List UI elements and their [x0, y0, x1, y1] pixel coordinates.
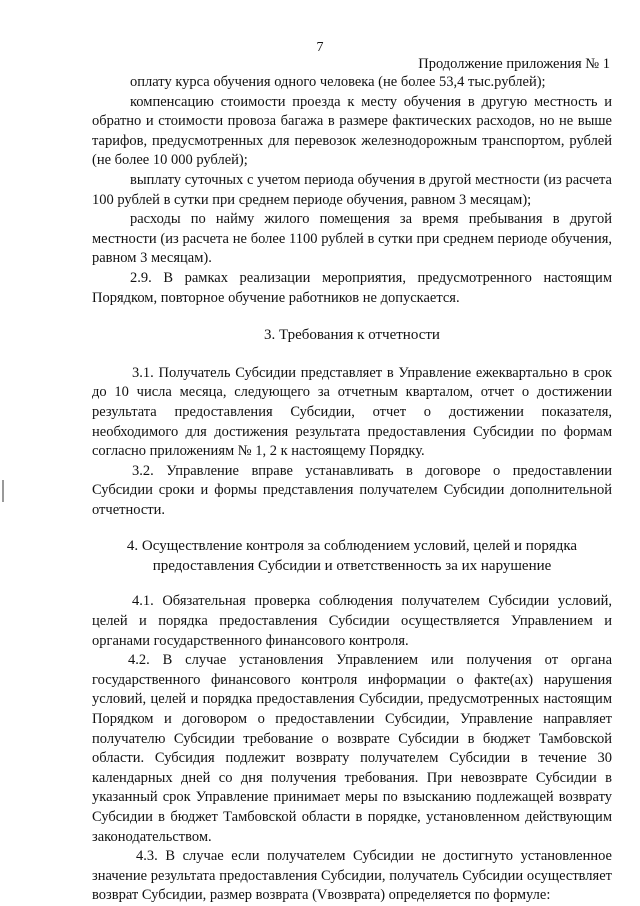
list-item: расходы по найму жилого помещения за время пребывания в другой местности (из расчета не более 1100 рублей в сутки при среднем периоде обучения, равном 3 месяцам). [92, 211, 612, 267]
page-number: 7 [316, 40, 324, 55]
paragraph: 2.9. В рамках реализации мероприятия, предусмотренного настоящим Порядком, повторное обучение работников не допускается. [92, 269, 612, 306]
section-heading: 3. Требования к отчетности [264, 327, 440, 344]
paragraph: 4.1. Обязательная проверка соблюдения получателем Субсидии условий, целей и порядка предоставления Субсидии осуществляется Управлением и органами государственного финансового контроля. [92, 593, 612, 649]
paragraph: 3.2. Управление вправе устанавливать в договоре о предоставлении Субсидии сроки и формы представления получателем Субсидии дополнительной отчетности. [92, 462, 612, 518]
section-heading: 4. Осуществление контроля за соблюдением условий, целей и порядка предоставления Субсидии и ответственность за их нарушение [126, 538, 578, 575]
paragraph: 4.2. В случае установления Управлением или получения от органа государственного финансового контроля информации о факте(ах) нарушения условий, целей и порядка предоставления Субсидии, предусмотренных настоящим Порядком и договором о предоставлении Субсидии, Управление направляет получателю Субсидии требование о возврате Субсидии в бюджет Тамбовской области. Субсидия подлежит возврату получателем Субсидии в течение 30 календарных дней со дня получения требования. При невозврате Субсидии в указанный срок Управление принимает меры по взысканию подлежащей возврату Субсидии в бюджет Тамбовской области в порядке, установленном действующим законодательством. [92, 652, 612, 845]
paragraph: 3.1. Получатель Субсидии представляет в Управление ежеквартально в срок до 10 числа месяца, следующего за отчетным кварталом, отчет о достижении результата предоставления Субсидии, отчет о достижении показателя, необходимого для достижения результата предоставления Субсидии по формам согласно приложениям № 1, 2 к настоящему Порядку. [92, 364, 612, 460]
document-body [92, 73, 612, 906]
list-item: оплату курса обучения одного человека (не более 53,4 тыс.рублей); [130, 74, 546, 90]
scan-edge-mark [2, 480, 4, 502]
appendix-continuation-header: Продолжение приложения № 1 [418, 56, 610, 72]
paragraph: 4.3. В случае если получателем Субсидии не достигнуто установленное значение результата предоставления Субсидии, получатель Субсидии осуществляет возврат Субсидии, размер возврата (Vвозврата) определяется по формуле: [92, 848, 612, 904]
list-item: выплату суточных с учетом периода обучения в другой местности (из расчета 100 рублей в сутки при среднем периоде обучения, равном 3 месяцам); [92, 171, 612, 208]
list-item: компенсацию стоимости проезда к месту обучения в другую местность и обратно и стоимости провоза багажа в размере фактических расходов, но не выше тарифов, предусмотренных для перевозок железнодорожным транспортом, рублей (не более 10 000 рублей); [92, 93, 612, 169]
